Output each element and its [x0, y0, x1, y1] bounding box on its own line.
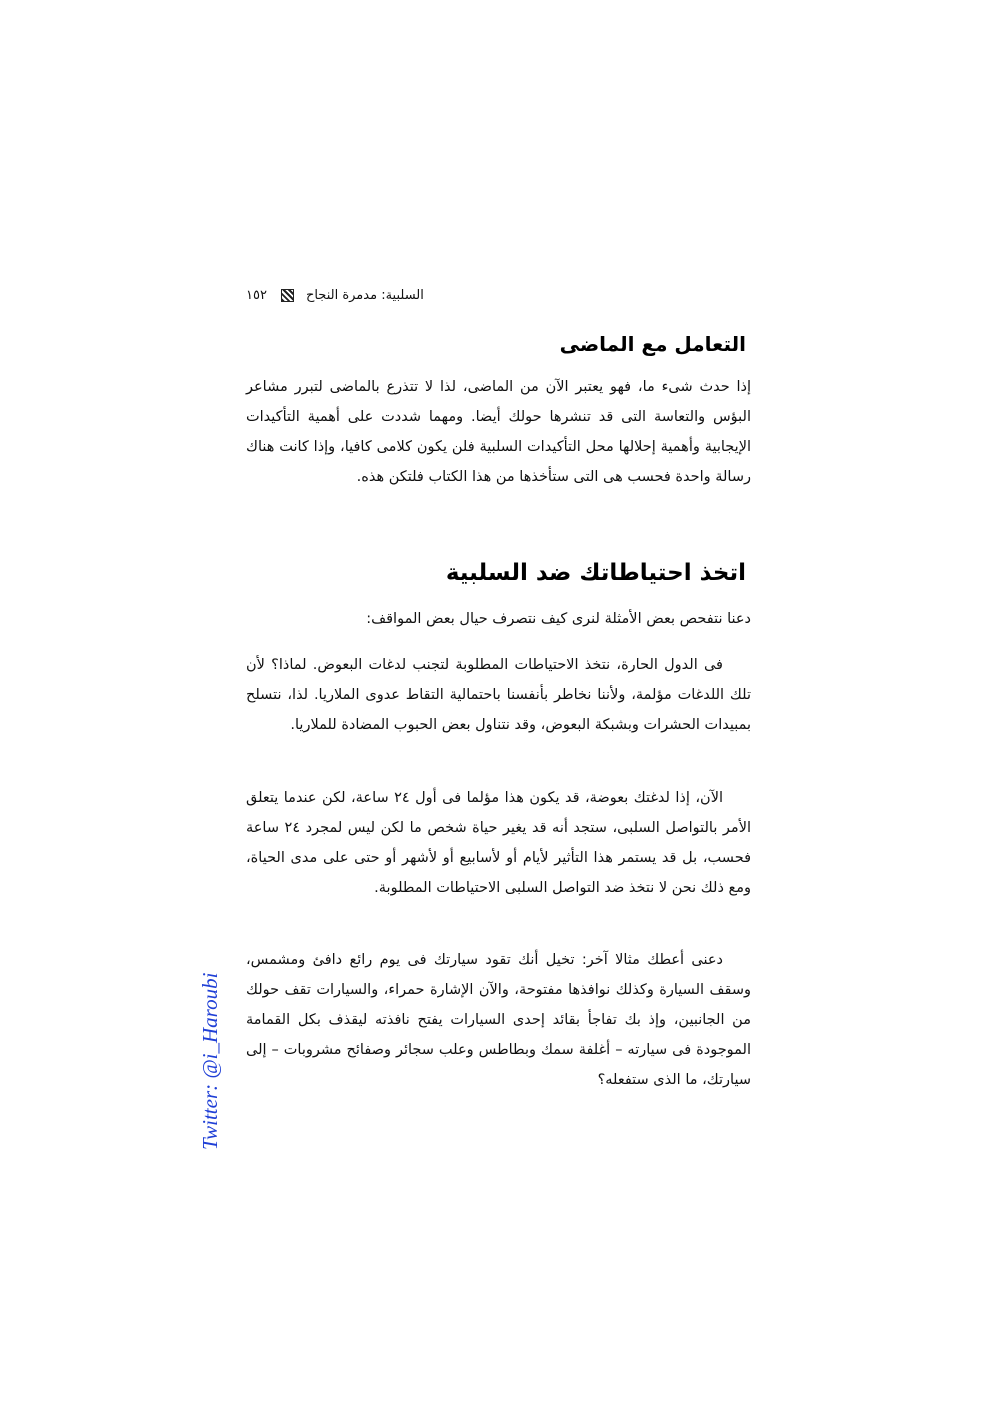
page-number: ١٥٢: [246, 287, 267, 303]
section-heading-dealing-with-past: التعامل مع الماضى: [559, 332, 746, 356]
paragraph: إذا حدث شىء ما، فهو يعتبر الآن من الماضى، لذا لا تتذرع بالماضى لتبرر مشاعر البؤس والتعاسة التى قد تنشرها حولك أيضا. ومهما شددت على أهمية التأكيدات الإيجابية وأهمية إحلالها محل التأكيدات السلبية فلن يكون كلامى كافيا، وإذا كانت هناك رسالة واحدة فحسب هى التى ستأخذها من هذا الكتاب فلتكن هذه.: [246, 379, 751, 485]
watermark-twitter-handle: Twitter: @i_Haroubi: [198, 972, 222, 1150]
section-2-paragraph-car-example: [246, 945, 751, 1095]
section-heading-precautions: اتخذ احتياطاتك ضد السلبية: [445, 560, 746, 586]
ornament-icon: [281, 289, 294, 302]
section-2-paragraph-negative-communication: [246, 783, 751, 903]
section-1-body: [246, 372, 751, 492]
paragraph: الآن، إذا لدغتك بعوضة، قد يكون هذا مؤلما فى أول ٢٤ ساعة، لكن عندما يتعلق الأمر بالتواصل السلبى، ستجد أنه قد يغير حياة شخص ما لكن ليس لمجرد ٢٤ ساعة فحسب، بل قد يستمر هذا التأثير لأيام أو لأسابيع أو لأشهر أو حتى على مدى الحياة، ومع ذلك نحن لا نتخذ ضد التواصل السلبى الاحتياطات المطلوبة.: [246, 790, 751, 896]
running-title: السلبية: مدمرة النجاح: [305, 287, 424, 303]
section-2-paragraph-mosquito: [246, 650, 751, 740]
paragraph: دعنا نتفحص بعض الأمثلة لنرى كيف نتصرف حيال بعض المواقف:: [366, 611, 751, 627]
paragraph: فى الدول الحارة، نتخذ الاحتياطات المطلوبة لتجنب لدغات البعوض. لماذا؟ لأن تلك اللدغات مؤلمة، ولأننا نخاطر بأنفسنا باحتمالية التقاط عدوى الملاريا. لذا، نتسلح بمبيدات الحشرات وبشبكة البعوض، وقد نتناول بعض الحبوب المضادة للملاريا.: [246, 657, 751, 733]
paragraph: دعنى أعطك مثالا آخر: تخيل أنك تقود سيارتك فى يوم رائع دافئ ومشمس، وسقف السيارة وكذلك نوافذها مفتوحة، والآن الإشارة حمراء، والسيارات تقف حولك من الجانبين، وإذ بك تفاجأ بقائد إحدى السيارات يفتح نافذته ليقذف بكل القمامة الموجودة فى سيارته – أغلفة سمك وبطاطس وعلب سجائر وصفائح مشروبات – إلى سيارتك، ما الذى ستفعله؟: [246, 952, 751, 1088]
section-2-intro: [246, 604, 751, 634]
running-header: [246, 284, 436, 306]
